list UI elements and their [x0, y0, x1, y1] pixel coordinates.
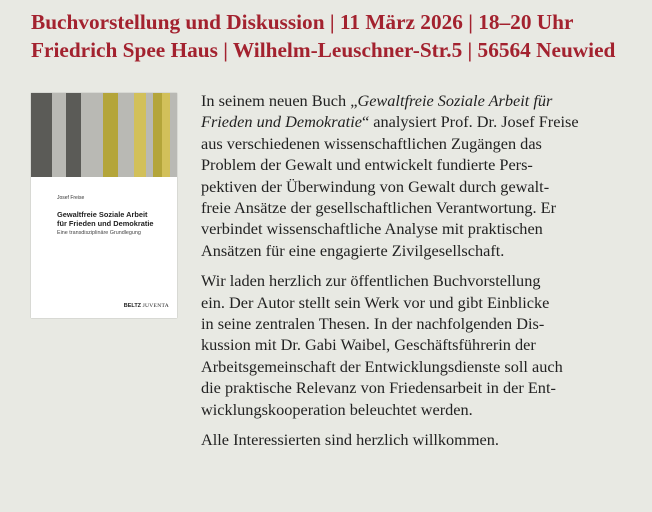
text-line: aus verschiedenen wissenschaftlichen Zugängen das	[201, 133, 542, 153]
cover-stripe	[66, 93, 81, 177]
cover-stripe	[146, 93, 153, 177]
event-location-line: Friedrich Spee Haus | Wilhelm-Leuschner-Str.5 | 56564 Neuwied	[31, 38, 616, 62]
event-header	[31, 8, 646, 64]
cover-stripe	[153, 93, 162, 177]
cover-author: Josef Freise	[57, 195, 85, 201]
text-line	[201, 90, 621, 111]
cover-subtitle: Eine transdisziplinäre Grundlegung	[57, 230, 141, 236]
book-cover-image	[31, 93, 177, 318]
publisher-imprint: JUVENTA	[142, 303, 169, 309]
cover-title-line: Gewaltfreie Soziale Arbeit	[57, 210, 148, 219]
cover-stripe	[103, 93, 118, 177]
text-line: in seine zentralen Thesen. In der nachfolgenden Dis-	[201, 314, 545, 334]
cover-title	[57, 210, 169, 228]
text-line: wicklungskooperation beleuchtet werden.	[201, 399, 473, 419]
text-run: “ analysiert Prof. Dr. Josef Freise	[361, 112, 579, 132]
cover-stripe	[52, 93, 66, 177]
text-line: Problem der Gewalt und entwickelt fundierte Pers-	[201, 155, 533, 175]
text-line: Alle Interessierten sind herzlich willkommen.	[201, 430, 499, 450]
cover-publisher-logo	[124, 303, 169, 309]
cover-stripe	[162, 93, 170, 177]
cover-stripe	[81, 93, 103, 177]
text-line: verbindet wissenschaftliche Analyse mit praktischen	[201, 219, 543, 239]
paragraph-invitation	[201, 270, 621, 420]
text-line	[201, 111, 621, 132]
text-line: Ansätzen für eine engagierte Zivilgesellschaft.	[201, 240, 505, 260]
text-line: freie Ansätze der gesellschaftlichen Verantwortung. Er	[201, 198, 557, 218]
cover-stripes	[31, 93, 177, 177]
text-run: In seinem neuen Buch „	[201, 91, 358, 110]
text-line: Arbeitsgemeinschaft der Entwicklungsdienste soll auch	[201, 356, 563, 376]
text-line: kussion mit Dr. Gabi Waibel, Geschäftsführerin der	[201, 335, 536, 355]
cover-stripe	[31, 93, 52, 177]
text-line: die praktische Relevanz von Friedensarbeit in der Ent-	[201, 378, 556, 398]
book-title-italic: Frieden und Demokratie	[201, 112, 362, 132]
event-date-line: Buchvorstellung und Diskussion | 11 März 2026 | 18–20 Uhr	[31, 10, 574, 34]
text-line: Wir laden herzlich zur öffentlichen Buchvorstellung	[201, 271, 541, 291]
cover-stripe	[118, 93, 134, 177]
cover-stripe	[170, 93, 177, 177]
description-text	[201, 90, 621, 460]
text-line: ein. Der Autor stellt sein Werk vor und gibt Einblicke	[201, 292, 550, 312]
book-title-italic: Gewaltfreie Soziale Arbeit für	[357, 91, 553, 110]
cover-stripe	[134, 93, 146, 177]
text-line: pektiven der Überwindung von Gewalt durch gewalt-	[201, 176, 550, 196]
paragraph-intro	[201, 90, 621, 261]
paragraph-welcome	[201, 429, 621, 450]
cover-title-line: für Frieden und Demokratie	[57, 219, 154, 228]
publisher-name: BELTZ	[123, 303, 142, 309]
